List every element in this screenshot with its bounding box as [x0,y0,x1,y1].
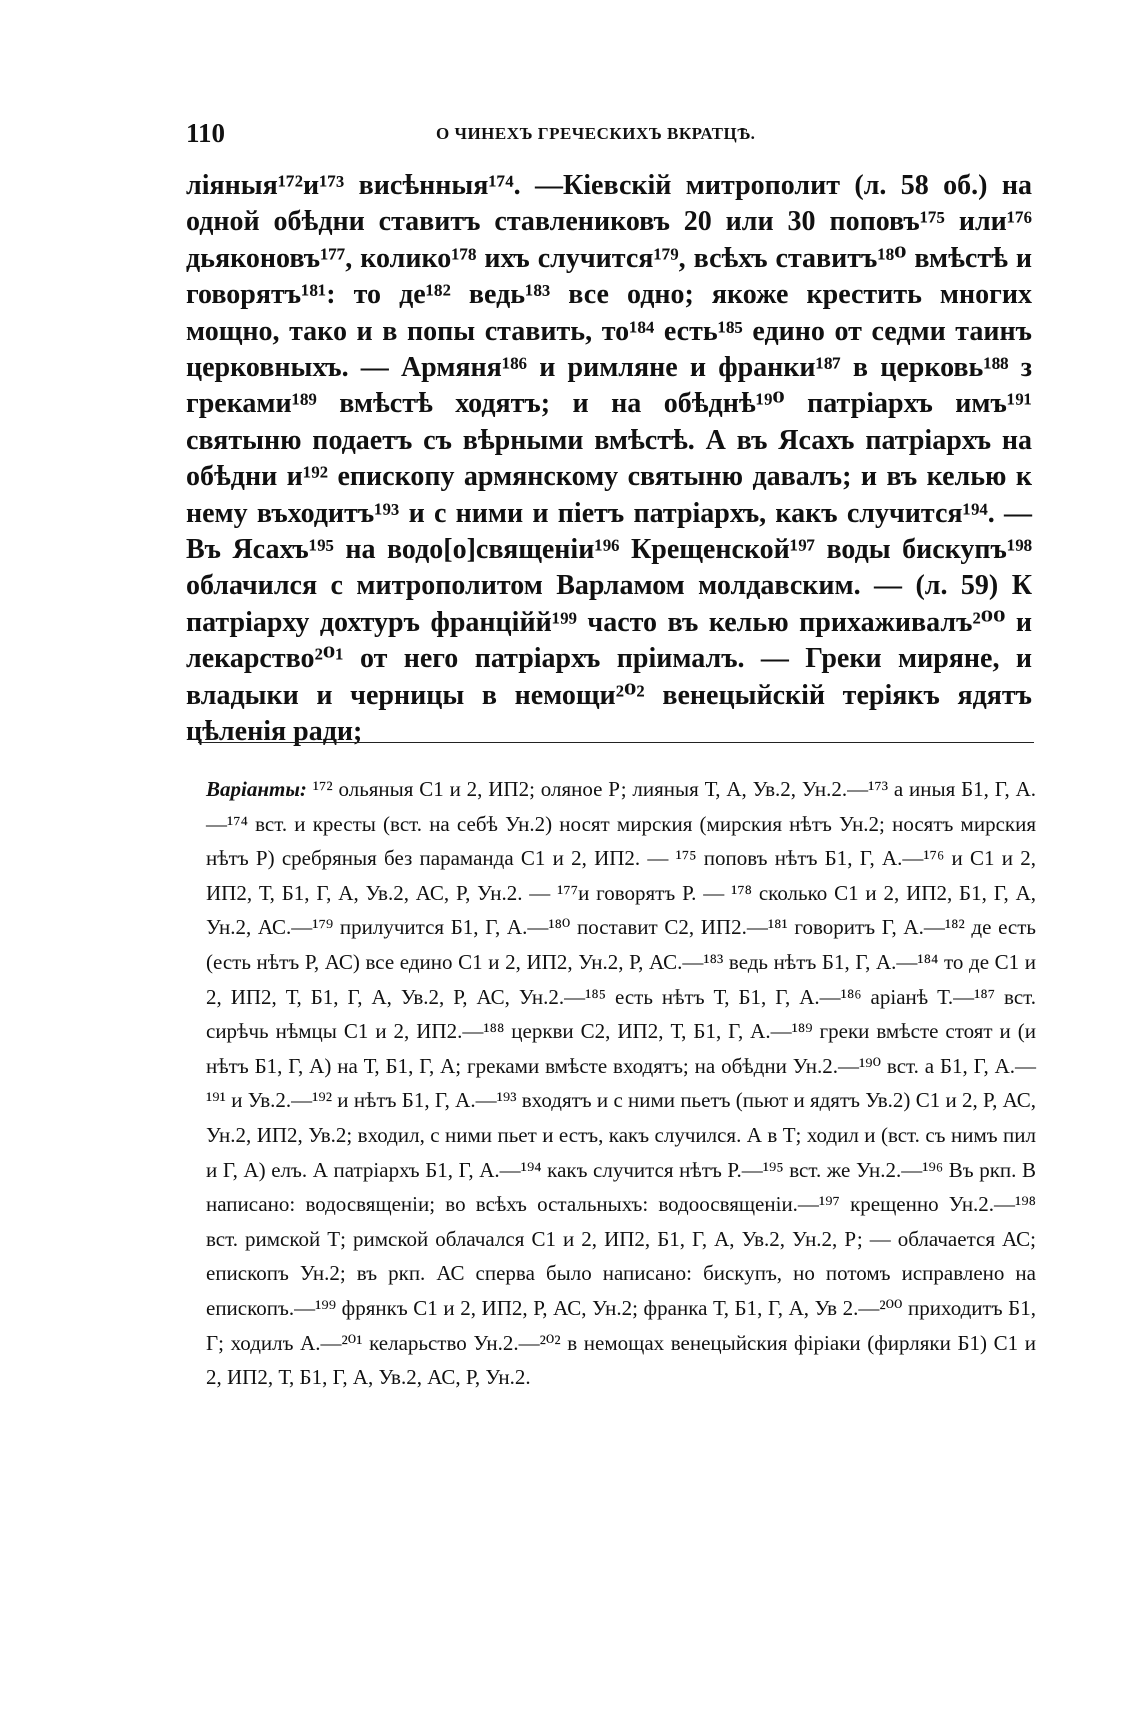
main-text-block [186,168,1032,751]
footnote-text: ¹⁷² ольяныя С1 и 2, ИП2; оляное Р; лияныя Т, А, Ув.2, Ун.2.—¹⁷³ а иныя Б1, Г, А.—¹⁷⁴ вст. и кресты (вст. на себѣ Ун.2) носят мирския (мирския нѣтъ Ун.2; носятъ мирския нѣтъ Р) сребряныя без парамандa С1 и 2, ИП2. — ¹⁷⁵ поповъ нѣтъ Б1, Г, А.—¹⁷⁶ и С1 и 2, ИП2, Т, Б1, Г, А, Ув.2, АС, Р, Ун.2. — ¹⁷⁷и говорятъ Р. — ¹⁷⁸ сколько С1 и 2, ИП2, Б1, Г, А, Ун.2, АС.—¹⁷⁹ прилучится Б1, Г, А.—¹⁸⁰ поставит С2, ИП2.—¹⁸¹ говоритъ Г, А.—¹⁸² де есть (есть нѣтъ Р, АС) все едино С1 и 2, ИП2, Ун.2, Р, АС.—¹⁸³ ведь нѣтъ Б1, Г, А.—¹⁸⁴ то де С1 и 2, ИП2, Т, Б1, Г, А, Ув.2, Р, АС, Ун.2.—¹⁸⁵ есть нѣтъ Т, Б1, Г, А.—¹⁸⁶ арiанѣ Т.—¹⁸⁷ вст. сирѣчь нѣмцы С1 и 2, ИП2.—¹⁸⁸ церкви С2, ИП2, Т, Б1, Г, А.—¹⁸⁹ греки вмѣсте стоят и (и нѣтъ Б1, Г, А) на Т, Б1, Г, А; греками вмѣсте входятъ; на обѣдни Ун.2.—¹⁹⁰ вст. а Б1, Г, А.—¹⁹¹ и Ув.2.—¹⁹² и нѣтъ Б1, Г, А.—¹⁹³ входятъ и с ними пьетъ (пьют и ядятъ Ув.2) С1 и 2, Р, АС, Ун.2, ИП2, Ув.2; входил, с ними пьет и естъ, какъ случился. А в Т; ходил и (вст. съ нимъ пил и Г, А) елъ. А патрiархъ Б1, Г, А.—¹⁹⁴ какъ случится нѣтъ Р.—¹⁹⁵ вст. же Ун.2.—¹⁹⁶ Въ ркп. В написано: водосвященiи; во всѣхъ остальныхъ: водоосвященiи.—¹⁹⁷ крещенно Ун.2.—¹⁹⁸ вст. римской Т; римской облачался С1 и 2, ИП2, Б1, Г, А, Ув.2, Ун.2, Р; — облачается АС; епископъ Ун.2; въ ркп. АС сперва было написано: бискупъ, но потомъ исправлено на епископъ.—¹⁹⁹ фрянкъ С1 и 2, ИП2, Р, АС, Ун.2; франка Т, Б1, Г, А, Ув 2.—²⁰⁰ приходитъ Б1, Г; ходилъ А.—²⁰¹ келарьство Ун.2.—²⁰² в немощах венецыйския фiрiаки (фирляки Б1) С1 и 2, ИП2, Т, Б1, Г, А, Ув.2, АС, Р, Ун.2. [206,777,1037,1390]
footnote-paragraph [206,772,1036,1395]
main-paragraph: лiяныя¹⁷²и¹⁷³ висѣнныя¹⁷⁴. —Кiевскiй митрополит (л. 58 об.) на одной обѣдни ставитъ ставлениковъ 20 или 30 поповъ¹⁷⁵ или¹⁷⁶ дьяконовъ¹⁷⁷, колико¹⁷⁸ ихъ случится¹⁷⁹, всѣхъ ставитъ¹⁸⁰ вмѣстѣ и говорятъ¹⁸¹: то де¹⁸² ведь¹⁸³ все одно; якоже крестить многих мощно, тако и в попы ставить, то¹⁸⁴ есть¹⁸⁵ едино от седми таинъ церковныхъ. — Армяня¹⁸⁶ и римляне и франки¹⁸⁷ в церковь¹⁸⁸ з греками¹⁸⁹ вмѣстѣ ходятъ; и на обѣднѣ¹⁹⁰ патрiархъ имъ¹⁹¹ святыню подаетъ съ вѣрными вмѣстѣ. А въ Ясахъ патрiархъ на обѣдни и¹⁹² епископу армянскому святыню давалъ; и въ келью к нему въходитъ¹⁹³ и с ними и пiетъ патрiархъ, какъ случится¹⁹⁴. — Въ Ясахъ¹⁹⁵ на водо[о]священiи¹⁹⁶ Крещенской¹⁹⁷ воды бискупъ¹⁹⁸ облачился с митрополитом Варламом молдавским. — (л. 59) К патрiарху дохтуръ францiйй¹⁹⁹ часто въ келью прихаживалъ²⁰⁰ и лекарство²⁰¹ от него патрiархъ прiималъ. — Греки миряне, и владыки и черницы в немощи²⁰² венецыйскiй терiякъ ядятъ цѣленiя ради; [186,170,1032,748]
footnote-divider [198,742,1034,743]
page-header [186,118,1046,154]
footnote-heading: Варiанты: [206,777,307,801]
footnotes-block [206,772,1036,1395]
running-head: О ЧИНЕХЪ ГРЕЧЕСКИХЪ ВКРАТЦѢ. [436,124,756,143]
page-number: 110 [186,118,226,148]
